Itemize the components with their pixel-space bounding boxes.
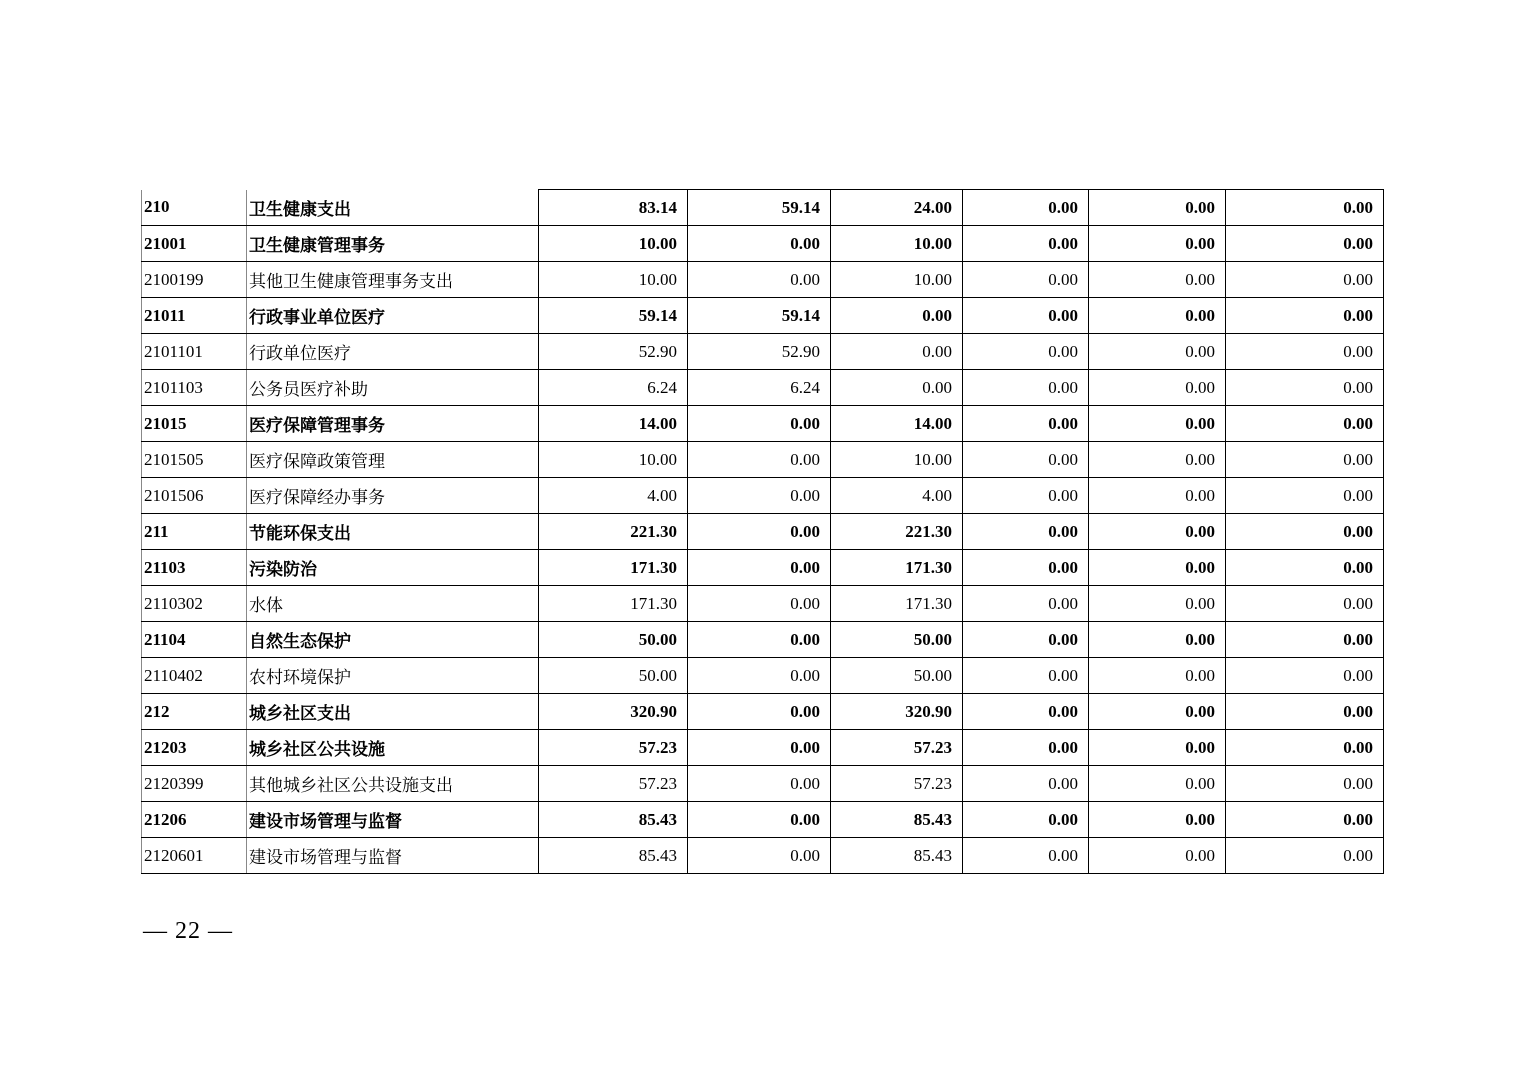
row-value: 10.00 <box>539 226 688 262</box>
row-value: 0.00 <box>1226 262 1384 298</box>
row-value: 0.00 <box>1089 586 1226 622</box>
row-value: 0.00 <box>1226 550 1384 586</box>
row-value: 50.00 <box>539 622 688 658</box>
row-value: 221.30 <box>539 514 688 550</box>
row-value: 59.14 <box>539 298 688 334</box>
row-value: 0.00 <box>1226 370 1384 406</box>
row-code: 212 <box>142 694 247 730</box>
table-row <box>142 658 1384 694</box>
row-value: 0.00 <box>688 838 831 874</box>
row-value: 0.00 <box>1226 190 1384 226</box>
row-value: 0.00 <box>688 586 831 622</box>
table-row <box>142 514 1384 550</box>
row-name: 农村环境保护 <box>247 658 539 694</box>
row-name: 医疗保障经办事务 <box>247 478 539 514</box>
table-row <box>142 262 1384 298</box>
row-code: 210 <box>142 190 247 226</box>
table-row <box>142 730 1384 766</box>
row-value: 0.00 <box>688 550 831 586</box>
row-value: 57.23 <box>539 730 688 766</box>
row-value: 0.00 <box>1089 442 1226 478</box>
row-value: 0.00 <box>1089 190 1226 226</box>
row-code: 21104 <box>142 622 247 658</box>
row-value: 50.00 <box>539 658 688 694</box>
row-value: 0.00 <box>963 226 1089 262</box>
row-value: 0.00 <box>1226 622 1384 658</box>
row-name: 节能环保支出 <box>247 514 539 550</box>
row-value: 85.43 <box>831 802 963 838</box>
row-value: 0.00 <box>688 694 831 730</box>
row-value: 0.00 <box>1226 694 1384 730</box>
row-name: 其他卫生健康管理事务支出 <box>247 262 539 298</box>
row-value: 50.00 <box>831 658 963 694</box>
row-value: 320.90 <box>831 694 963 730</box>
row-name: 公务员医疗补助 <box>247 370 539 406</box>
row-value: 57.23 <box>831 730 963 766</box>
row-value: 0.00 <box>1089 226 1226 262</box>
row-code: 21206 <box>142 802 247 838</box>
row-code: 2120601 <box>142 838 247 874</box>
row-code: 2120399 <box>142 766 247 802</box>
row-value: 85.43 <box>539 802 688 838</box>
row-value: 52.90 <box>539 334 688 370</box>
row-value: 221.30 <box>831 514 963 550</box>
row-value: 0.00 <box>1089 838 1226 874</box>
table-body <box>142 190 1384 874</box>
row-value: 0.00 <box>1226 802 1384 838</box>
row-value: 0.00 <box>963 694 1089 730</box>
row-value: 0.00 <box>1089 370 1226 406</box>
row-name: 建设市场管理与监督 <box>247 802 539 838</box>
row-value: 10.00 <box>831 262 963 298</box>
row-value: 24.00 <box>831 190 963 226</box>
row-value: 171.30 <box>539 586 688 622</box>
row-name: 城乡社区公共设施 <box>247 730 539 766</box>
row-value: 6.24 <box>688 370 831 406</box>
row-value: 0.00 <box>963 370 1089 406</box>
table-row <box>142 478 1384 514</box>
budget-table <box>141 189 1384 874</box>
row-value: 0.00 <box>963 334 1089 370</box>
row-value: 57.23 <box>539 766 688 802</box>
row-value: 10.00 <box>831 226 963 262</box>
row-value: 0.00 <box>1089 514 1226 550</box>
row-value: 0.00 <box>963 802 1089 838</box>
row-value: 4.00 <box>539 478 688 514</box>
row-value: 0.00 <box>688 802 831 838</box>
row-value: 0.00 <box>1226 658 1384 694</box>
row-value: 0.00 <box>963 730 1089 766</box>
table-row <box>142 190 1384 226</box>
row-value: 0.00 <box>963 622 1089 658</box>
row-value: 0.00 <box>1226 766 1384 802</box>
row-code: 2110302 <box>142 586 247 622</box>
row-value: 171.30 <box>831 586 963 622</box>
row-value: 0.00 <box>1226 514 1384 550</box>
row-value: 0.00 <box>1226 298 1384 334</box>
row-value: 10.00 <box>539 442 688 478</box>
row-value: 0.00 <box>963 298 1089 334</box>
row-name: 污染防治 <box>247 550 539 586</box>
row-value: 0.00 <box>688 406 831 442</box>
row-value: 0.00 <box>963 550 1089 586</box>
row-value: 0.00 <box>963 514 1089 550</box>
row-value: 0.00 <box>963 190 1089 226</box>
table-row <box>142 550 1384 586</box>
row-value: 85.43 <box>831 838 963 874</box>
table-row <box>142 334 1384 370</box>
row-value: 0.00 <box>963 478 1089 514</box>
row-value: 14.00 <box>539 406 688 442</box>
row-value: 52.90 <box>688 334 831 370</box>
row-value: 0.00 <box>1089 550 1226 586</box>
row-value: 0.00 <box>688 514 831 550</box>
row-value: 0.00 <box>1226 334 1384 370</box>
row-value: 0.00 <box>688 766 831 802</box>
row-value: 0.00 <box>1089 694 1226 730</box>
row-name: 其他城乡社区公共设施支出 <box>247 766 539 802</box>
row-value: 0.00 <box>1226 406 1384 442</box>
row-value: 0.00 <box>1226 478 1384 514</box>
row-value: 0.00 <box>1089 298 1226 334</box>
row-code: 2101506 <box>142 478 247 514</box>
row-value: 0.00 <box>1226 226 1384 262</box>
row-value: 0.00 <box>688 730 831 766</box>
row-value: 0.00 <box>1089 730 1226 766</box>
row-code: 21011 <box>142 298 247 334</box>
row-value: 0.00 <box>1089 478 1226 514</box>
row-value: 0.00 <box>1089 802 1226 838</box>
row-value: 0.00 <box>831 334 963 370</box>
row-code: 2110402 <box>142 658 247 694</box>
row-value: 0.00 <box>963 766 1089 802</box>
row-value: 59.14 <box>688 298 831 334</box>
row-value: 59.14 <box>688 190 831 226</box>
table-row <box>142 694 1384 730</box>
table-row <box>142 802 1384 838</box>
row-name: 卫生健康管理事务 <box>247 226 539 262</box>
row-value: 0.00 <box>688 622 831 658</box>
row-value: 50.00 <box>831 622 963 658</box>
row-value: 0.00 <box>688 442 831 478</box>
row-name: 水体 <box>247 586 539 622</box>
table-row <box>142 226 1384 262</box>
row-value: 0.00 <box>1089 406 1226 442</box>
row-name: 行政事业单位医疗 <box>247 298 539 334</box>
row-value: 0.00 <box>1089 622 1226 658</box>
row-value: 0.00 <box>963 442 1089 478</box>
row-name: 医疗保障管理事务 <box>247 406 539 442</box>
row-value: 171.30 <box>831 550 963 586</box>
row-code: 2101505 <box>142 442 247 478</box>
row-value: 0.00 <box>831 370 963 406</box>
row-value: 57.23 <box>831 766 963 802</box>
row-code: 2100199 <box>142 262 247 298</box>
table-row <box>142 406 1384 442</box>
row-value: 10.00 <box>539 262 688 298</box>
row-value: 4.00 <box>831 478 963 514</box>
row-value: 0.00 <box>1226 586 1384 622</box>
row-name: 卫生健康支出 <box>247 190 539 226</box>
row-value: 0.00 <box>963 838 1089 874</box>
row-value: 0.00 <box>688 262 831 298</box>
row-value: 0.00 <box>831 298 963 334</box>
row-value: 0.00 <box>1226 442 1384 478</box>
table-row <box>142 370 1384 406</box>
row-value: 0.00 <box>1089 334 1226 370</box>
row-value: 320.90 <box>539 694 688 730</box>
row-value: 6.24 <box>539 370 688 406</box>
table-row <box>142 766 1384 802</box>
table-row <box>142 838 1384 874</box>
row-code: 21103 <box>142 550 247 586</box>
row-value: 83.14 <box>539 190 688 226</box>
row-value: 85.43 <box>539 838 688 874</box>
row-value: 0.00 <box>688 478 831 514</box>
row-value: 0.00 <box>688 226 831 262</box>
row-code: 21015 <box>142 406 247 442</box>
row-value: 0.00 <box>1226 838 1384 874</box>
table-row <box>142 586 1384 622</box>
row-value: 0.00 <box>963 406 1089 442</box>
row-value: 0.00 <box>1089 262 1226 298</box>
table-row <box>142 298 1384 334</box>
row-code: 21001 <box>142 226 247 262</box>
row-code: 21203 <box>142 730 247 766</box>
row-value: 0.00 <box>963 658 1089 694</box>
table-row <box>142 442 1384 478</box>
row-value: 14.00 <box>831 406 963 442</box>
row-value: 10.00 <box>831 442 963 478</box>
row-name: 自然生态保护 <box>247 622 539 658</box>
row-value: 0.00 <box>963 586 1089 622</box>
row-value: 0.00 <box>1226 730 1384 766</box>
row-name: 城乡社区支出 <box>247 694 539 730</box>
row-value: 0.00 <box>1089 766 1226 802</box>
row-value: 171.30 <box>539 550 688 586</box>
row-code: 2101103 <box>142 370 247 406</box>
table-row <box>142 622 1384 658</box>
row-value: 0.00 <box>963 262 1089 298</box>
row-name: 行政单位医疗 <box>247 334 539 370</box>
row-code: 211 <box>142 514 247 550</box>
row-value: 0.00 <box>1089 658 1226 694</box>
row-name: 建设市场管理与监督 <box>247 838 539 874</box>
row-code: 2101101 <box>142 334 247 370</box>
row-value: 0.00 <box>688 658 831 694</box>
page-number: — 22 — <box>143 918 233 944</box>
row-name: 医疗保障政策管理 <box>247 442 539 478</box>
